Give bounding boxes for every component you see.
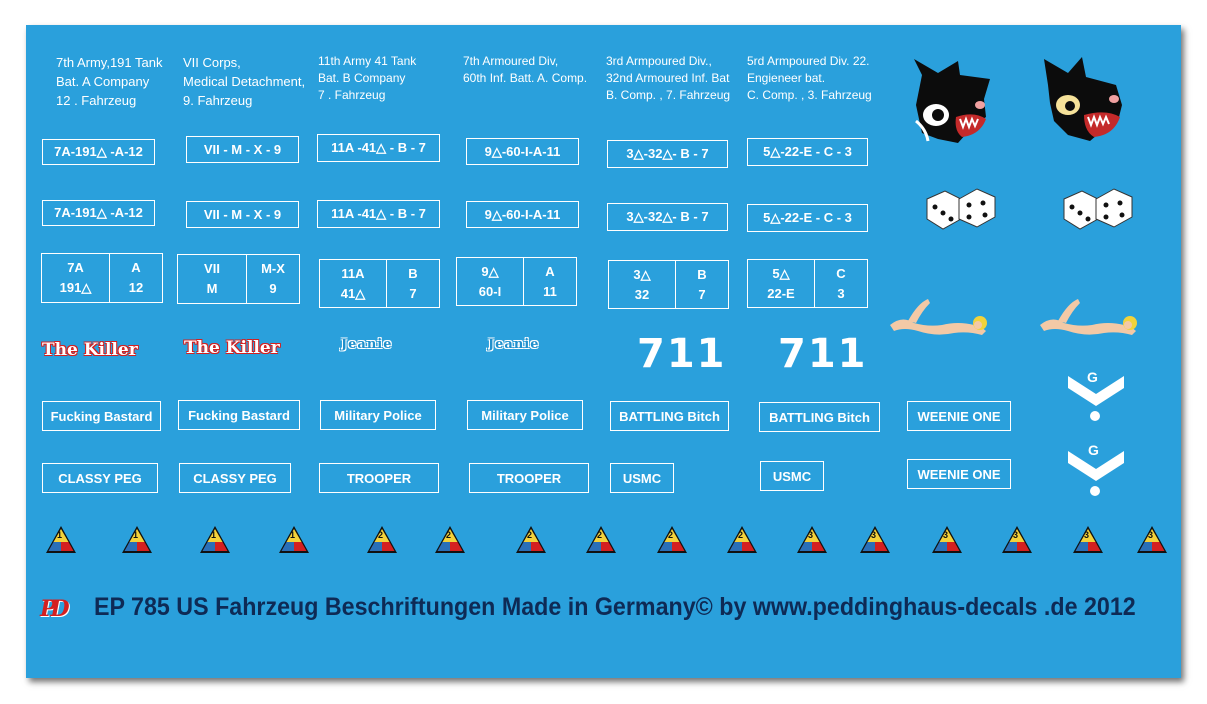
split-code-box xyxy=(41,253,163,303)
unit-code-box: 3△-32△- B - 7 xyxy=(607,140,728,168)
split-left: VII M xyxy=(204,261,220,296)
name-label-box: Fucking Bastard xyxy=(42,401,161,431)
number-711: 711 xyxy=(637,331,727,377)
name-label-box: CLASSY PEG xyxy=(179,463,291,493)
split-right: M-X 9 xyxy=(261,261,285,296)
armored-division-insignia-icon xyxy=(515,525,547,555)
header-6: 5rd Armpoured Div. 22. Engieneer bat. C. Comp. , 3. Fahrzeug xyxy=(747,54,872,102)
unit-code-box: 9△-60-I-A-11 xyxy=(466,201,579,228)
insignia-number: 1 xyxy=(57,530,63,540)
insignia-number: 3 xyxy=(943,530,949,540)
insignia-number: 3 xyxy=(1013,530,1019,540)
insignia-number: 3 xyxy=(1084,530,1090,540)
split-right: C 3 xyxy=(836,265,846,301)
unit-code-box: 7A-191△ -A-12 xyxy=(42,200,155,226)
split-left: 5△ 22-E xyxy=(767,265,795,301)
split-code-box xyxy=(608,260,729,309)
split-left: 9△ 60-I xyxy=(478,263,502,299)
dice-icon xyxy=(1060,185,1136,231)
insignia-number: 2 xyxy=(668,530,674,540)
armored-division-insignia-icon xyxy=(585,525,617,555)
name-label-box: WEENIE ONE xyxy=(907,401,1011,431)
header-5: 3rd Armpoured Div., 32nd Armoured Inf. Bat B. Comp. , 7. Fahrzeug xyxy=(606,54,731,102)
armored-division-insignia-icon xyxy=(1001,525,1033,555)
pinup-figure-icon xyxy=(888,295,994,337)
armored-division-insignia-icon xyxy=(121,525,153,555)
split-left: 11A 41△ xyxy=(340,265,366,301)
armored-division-insignia-icon xyxy=(199,525,231,555)
insignia-number: 2 xyxy=(597,530,603,540)
insignia-number: 3 xyxy=(808,530,814,540)
decal-sheet xyxy=(26,25,1181,678)
unit-code-box: 9△-60-I-A-11 xyxy=(466,138,579,165)
logo-text: PD xyxy=(40,596,64,622)
peddinghaus-logo xyxy=(40,596,74,632)
insignia-number: 2 xyxy=(738,530,744,540)
insignia-number: 3 xyxy=(1148,530,1154,540)
armored-division-insignia-icon xyxy=(366,525,398,555)
name-label-box: CLASSY PEG xyxy=(42,463,158,493)
chevron-g-icon xyxy=(1066,369,1126,422)
armored-division-insignia-icon xyxy=(434,525,466,555)
name-label-box: TROOPER xyxy=(469,463,589,493)
split-code-box xyxy=(319,259,440,308)
armored-division-insignia-icon xyxy=(796,525,828,555)
insignia-number: 1 xyxy=(290,530,296,540)
number-711: 711 xyxy=(778,331,868,377)
armored-division-insignia-icon xyxy=(1136,525,1168,555)
wolf-head-icon xyxy=(908,55,998,147)
name-label-box: BATTLING Bitch xyxy=(610,401,729,431)
unit-code-box: 3△-32△- B - 7 xyxy=(607,203,728,231)
split-right: B 7 xyxy=(408,265,418,301)
unit-code-box: 11A -41△ - B - 7 xyxy=(317,200,440,228)
chevron-g-icon xyxy=(1066,442,1126,497)
insignia-number: 2 xyxy=(378,530,384,540)
jeanie-text: Jeanie xyxy=(488,337,540,352)
wolf-head-icon xyxy=(1038,55,1130,147)
split-code-box xyxy=(456,257,577,306)
split-left: 7A 191△ xyxy=(59,260,92,295)
name-label-box: Military Police xyxy=(467,400,583,430)
armored-division-insignia-icon xyxy=(656,525,688,555)
unit-code-box: 5△-22-E - C - 3 xyxy=(747,204,868,232)
armored-division-insignia-icon xyxy=(45,525,77,555)
unit-code-box: 11A -41△ - B - 7 xyxy=(317,134,440,162)
header-4: 7th Armoured Div, 60th Inf. Batt. A. Comp. xyxy=(463,54,588,85)
armored-division-insignia-icon xyxy=(1072,525,1104,555)
the-killer-text: The Killer xyxy=(184,338,280,358)
unit-code-box: 7A-191△ -A-12 xyxy=(42,139,155,165)
name-label-box: WEENIE ONE xyxy=(907,459,1011,489)
insignia-number: 1 xyxy=(211,530,217,540)
unit-code-box: VII - M - X - 9 xyxy=(186,201,299,228)
split-right: B 7 xyxy=(697,266,707,302)
footer-title: EP 785 US Fahrzeug Beschriftungen Made in Germany© by www.peddinghaus-decals .de 2012 xyxy=(94,593,1136,621)
name-label-box: BATTLING Bitch xyxy=(759,402,880,432)
header-1: 7th Army,191 Tank Bat. A Company 12 . Fahrzeug xyxy=(56,55,163,108)
name-label-box: Fucking Bastard xyxy=(178,400,300,430)
split-right: A 11 xyxy=(543,263,557,299)
armored-division-insignia-icon xyxy=(931,525,963,555)
insignia-number: 1 xyxy=(133,530,139,540)
jeanie-text: Jeanie xyxy=(341,337,393,352)
pinup-figure-icon xyxy=(1038,295,1144,337)
header-2: VII Corps, Medical Detachment, 9. Fahrzeug xyxy=(183,55,306,108)
unit-code-box: 5△-22-E - C - 3 xyxy=(747,138,868,166)
armored-division-insignia-icon xyxy=(278,525,310,555)
name-label-box: TROOPER xyxy=(319,463,439,493)
insignia-number: 2 xyxy=(527,530,533,540)
name-label-box: USMC xyxy=(760,461,824,491)
armored-division-insignia-icon xyxy=(726,525,758,555)
name-label-box: Military Police xyxy=(320,400,436,430)
unit-code-box: VII - M - X - 9 xyxy=(186,136,299,163)
armored-division-insignia-icon xyxy=(859,525,891,555)
insignia-number: 2 xyxy=(446,530,452,540)
insignia-number: 3 xyxy=(871,530,877,540)
name-label-box: USMC xyxy=(610,463,674,493)
split-left: 3△ 32 xyxy=(633,266,651,302)
split-code-box xyxy=(747,259,868,308)
split-right: A 12 xyxy=(128,260,144,295)
the-killer-text: The Killer xyxy=(42,340,138,360)
header-3: 11th Army 41 Tank Bat. B Company 7 . Fahrzeug xyxy=(318,54,417,102)
chevron-letter: G xyxy=(1087,369,1098,385)
dice-icon xyxy=(923,185,999,231)
chevron-letter: G xyxy=(1088,442,1099,458)
split-code-box xyxy=(177,254,300,304)
